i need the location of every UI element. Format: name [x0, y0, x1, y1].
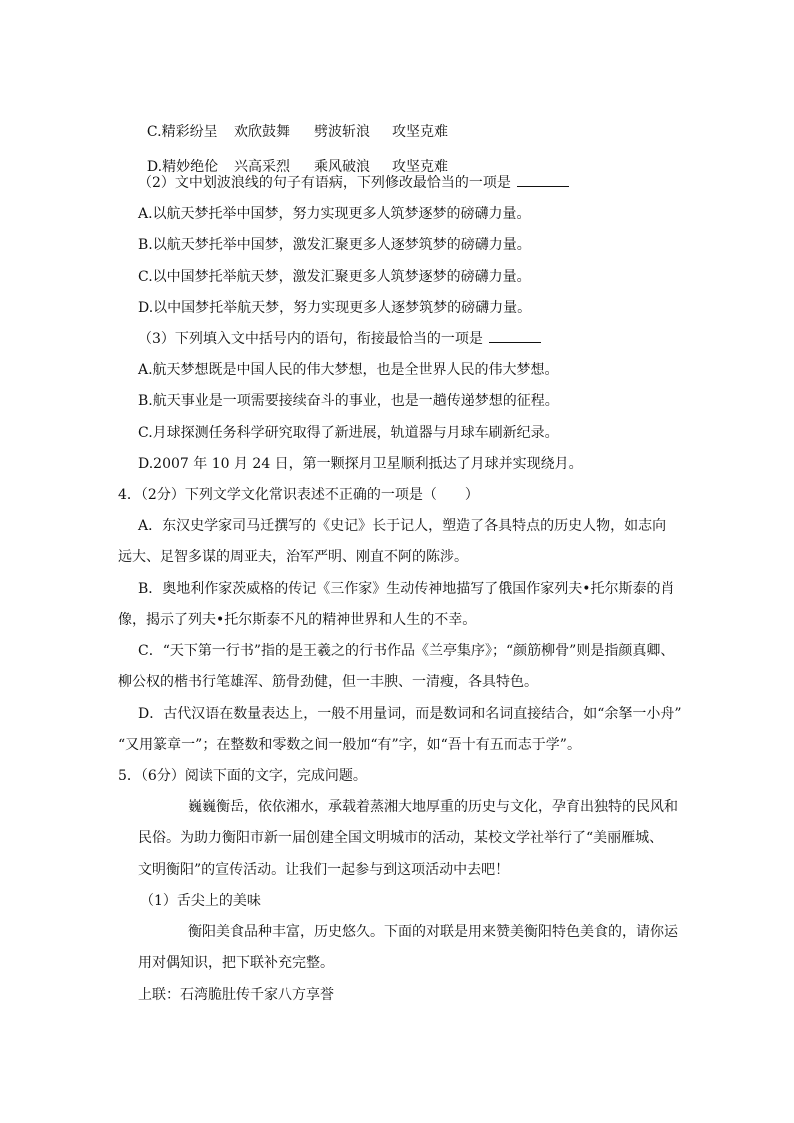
option-c-3: 劈波斩浪 [314, 124, 370, 140]
q3-sub3-c: C.月球探测任务科学研究取得了新进展，轨道器与月球车刷新纪录。 [138, 425, 559, 441]
q5-stem: 5．（6分）阅读下面的文字，完成问题。 [118, 768, 367, 784]
q5-sub1-line1: 衡阳美食品种丰富，历史悠久。下面的对联是用来赞美衡阳特色美食的，请你运 [188, 924, 678, 940]
q5-sub1-line2: 用对偶知识，把下联补充完整。 [138, 955, 334, 971]
couplet-upper-line: 上联：石湾脆肚传千家八方享誉 [138, 987, 334, 1003]
q3-sub2-c: C.以中国梦托举航天梦，激发汇聚更多人筑梦逐梦的磅礴力量。 [138, 269, 531, 285]
option-c-4: 攻坚克难 [392, 124, 448, 140]
q3-sub2-stem: （2）文中划波浪线的句子有语病，下列修改最恰当的一项是 [138, 174, 569, 192]
option-c-2: 欢欣鼓舞 [234, 124, 290, 140]
answer-blank[interactable] [517, 174, 569, 187]
q4-option-d-line2: “又用篆章一”；在整数和零数之间一般加“有”字，如“吾十有五而志于学”。 [118, 737, 581, 753]
q3-sub3-a: A.航天梦想既是中国人民的伟大梦想，也是全世界人民的伟大梦想。 [138, 362, 559, 378]
q3-sub2-b: B.以航天梦托举中国梦，激发汇聚更多人逐梦筑梦的磅礴力量。 [138, 237, 531, 253]
option-d-2: 兴高采烈 [234, 159, 290, 175]
q4-option-d-line1: D．古代汉语在数量表达上，一般不用量词，而是数词和名词直接结合，如“余拏一小舟” [138, 706, 682, 722]
q4-option-a-line2: 远大、足智多谋的周亚夫，治军严明、刚直不阿的陈涉。 [118, 549, 468, 565]
option-d-3: 乘风破浪 [314, 159, 370, 175]
q3-sub3-stem: （3）下列填入文中括号内的语句，衔接最恰当的一项是 [138, 330, 541, 348]
option-c-row [138, 105, 448, 141]
q4-option-b-line1: B．奥地利作家茨威格的传记《三作家》生动传神地描写了俄国作家列夫•托尔斯泰的肖 [138, 581, 675, 597]
option-d-row [138, 140, 448, 176]
q4-option-c-line1: C．“天下第一行书”指的是王羲之的行书作品《兰亭集序》；“颜筋柳骨”则是指颜真卿、 [138, 643, 675, 659]
q3-sub3-d: D.2007 年 10 月 24 日，第一颗探月卫星顺利抵达了月球并实现绕月。 [138, 456, 583, 472]
q5-passage-line3: 文明衡阳”的宣传活动。让我们一起参与到这项活动中去吧！ [138, 862, 510, 878]
option-d-4: 攻坚克难 [392, 159, 448, 175]
q5-passage-line2: 民俗。为助力衡阳市新一届创建全国文明城市的活动，某校文学社举行了“美丽雁城、 [138, 830, 664, 846]
q4-option-a-line1: A．东汉史学家司马迁撰写的《史记》长于记人，塑造了各具特点的历史人物，如志向 [138, 518, 667, 534]
q4-option-c-line2: 柳公权的楷书行笔雄浑、筋骨劲健，但一丰腴、一清瘦，各具特色。 [118, 674, 538, 690]
option-c-1: C.精彩纷呈 [146, 124, 218, 140]
q5-passage-line1: 巍巍衡岳，依依湘水，承载着蒸湘大地厚重的历史与文化，孕育出独特的民风和 [188, 799, 678, 815]
q3-sub3-b: B.航天事业是一项需要接续奋斗的事业，也是一趟传递梦想的征程。 [138, 393, 559, 409]
q4-option-b-line2: 像，揭示了列夫•托尔斯泰不凡的精神世界和人生的不幸。 [118, 612, 477, 628]
q4-stem: 4．（2分）下列文学文化常识表述不正确的一项是（ ） [118, 487, 479, 503]
q5-sub1-heading: （1）舌尖上的美味 [140, 893, 261, 909]
q3-sub2-d: D.以中国梦托举航天梦，努力实现更多人逐梦筑梦的磅礴力量。 [138, 300, 532, 316]
answer-blank[interactable] [489, 330, 541, 343]
option-d-1: D.精妙绝伦 [146, 159, 219, 175]
q3-sub2-a: A.以航天梦托举中国梦，努力实现更多人筑梦逐梦的磅礴力量。 [138, 206, 531, 222]
